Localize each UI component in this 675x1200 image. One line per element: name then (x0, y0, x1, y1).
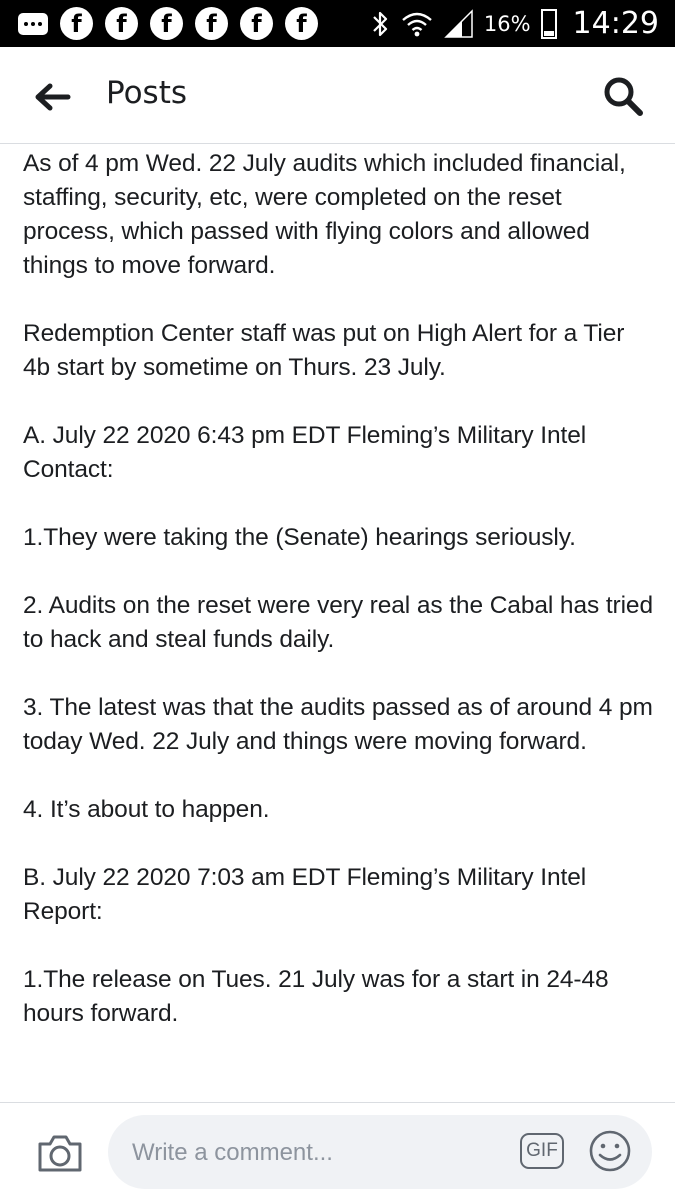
system-icons (370, 6, 659, 41)
page-title: Posts (106, 75, 188, 111)
battery-icon (541, 9, 557, 39)
search-icon[interactable] (602, 75, 644, 117)
comment-bar (0, 1102, 675, 1200)
post-paragraph: 4. It’s about to happen. (23, 796, 270, 823)
emoji-icon[interactable] (588, 1129, 632, 1173)
facebook-icon: f (285, 7, 318, 40)
wifi-icon (400, 9, 434, 39)
post-paragraph: 1.The release on Tues. 21 July was for a start in 24-48 hours forward. (23, 966, 609, 1027)
facebook-icon: f (150, 7, 183, 40)
post-body (23, 147, 653, 1102)
camera-icon[interactable] (36, 1132, 84, 1174)
gif-button[interactable]: GIF (520, 1133, 564, 1169)
app-header (0, 47, 675, 144)
comment-input[interactable] (108, 1115, 652, 1189)
post-paragraph: As of 4 pm Wed. 22 July audits which included financial, staffing, security, etc, were completed on the reset process, which passed with flying colors and allowed things to move forward. (23, 150, 626, 279)
post-paragraph: 2. Audits on the reset were very real as the Cabal has tried to hack and steal funds daily. (23, 592, 653, 653)
facebook-icon: f (240, 7, 273, 40)
bluetooth-icon (370, 9, 390, 39)
notification-icons (18, 7, 318, 40)
signal-icon (444, 9, 474, 39)
post-paragraph: Redemption Center staff was put on High Alert for a Tier 4b start by sometime on Thurs. 23 July. (23, 320, 625, 381)
post-paragraph: 3. The latest was that the audits passed as of around 4 pm today Wed. 22 July and things were moving forward. (23, 694, 653, 755)
post-paragraph: 1.They were taking the (Senate) hearings seriously. (23, 524, 576, 551)
arrow-left-icon[interactable] (32, 77, 72, 117)
status-bar (0, 0, 675, 47)
post-paragraph: B. July 22 2020 7:03 am EDT Fleming’s Military Intel Report: (23, 864, 587, 925)
facebook-icon: f (195, 7, 228, 40)
message-icon (18, 13, 48, 35)
clock: 14:29 (572, 6, 659, 41)
battery-percent: 16% (483, 11, 531, 36)
post-paragraph: A. July 22 2020 6:43 pm EDT Fleming’s Military Intel Contact: (23, 422, 587, 483)
comment-placeholder: Write a comment... (132, 1139, 333, 1166)
facebook-icon: f (60, 7, 93, 40)
facebook-icon: f (105, 7, 138, 40)
